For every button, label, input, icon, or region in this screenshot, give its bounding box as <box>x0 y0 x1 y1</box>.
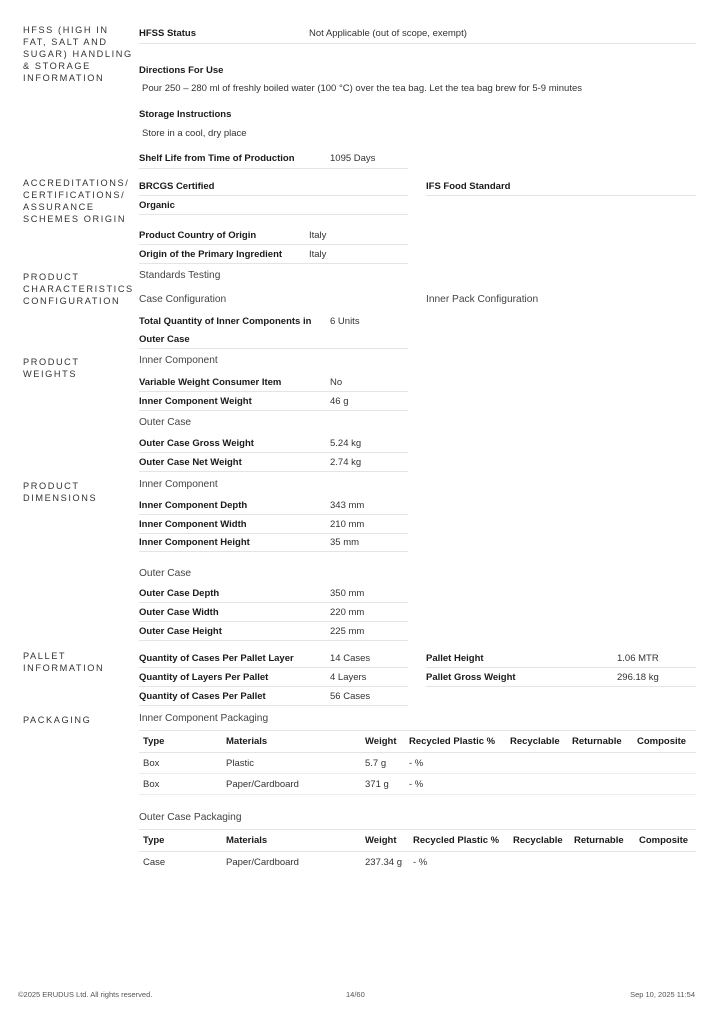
total-inner-value: 6 Units <box>330 316 360 327</box>
dimensions-outer-case: Outer Case <box>139 568 192 579</box>
outer-net-weight-label: Outer Case Net Weight <box>139 457 242 468</box>
primary-origin-label: Origin of the Primary Ingredient <box>139 249 283 260</box>
table-row <box>139 753 696 774</box>
inner-pack-configuration: Inner Pack Configuration <box>426 294 539 305</box>
directions-label: Directions For Use <box>139 65 224 76</box>
divider <box>139 452 408 453</box>
divider <box>139 168 408 169</box>
hfss-status-value: Not Applicable (out of scope, exempt) <box>309 28 467 39</box>
outer-width-label: Outer Case Width <box>139 607 219 618</box>
inner-depth-label: Inner Component Depth <box>139 500 248 511</box>
col-header-returnable: Returnable <box>570 830 635 852</box>
cell-type: Box <box>139 753 222 774</box>
inner-packaging-table <box>139 730 696 795</box>
divider <box>139 640 408 641</box>
variable-weight-label: Variable Weight Consumer Item <box>139 377 282 388</box>
inner-weight-value: 46 g <box>330 396 349 407</box>
directions-value: Pour 250 – 280 ml of freshly boiled water (100 °C) over the tea bag. Let the tea bag brew for 5-9 minutes <box>142 83 582 94</box>
divider <box>139 686 408 687</box>
table-row <box>139 852 696 873</box>
outer-gross-weight-label: Outer Case Gross Weight <box>139 438 254 449</box>
cases-per-pallet-label: Quantity of Cases Per Pallet <box>139 691 266 702</box>
section-title-weights: PRODUCT WEIGHTS <box>23 357 80 379</box>
table-header-row <box>139 830 696 852</box>
cell-composite <box>633 753 696 774</box>
col-header-weight: Weight <box>361 731 405 753</box>
col-header-recycled-plastic: Recycled Plastic % <box>409 830 509 852</box>
col-header-composite: Composite <box>633 731 696 753</box>
cell-recycled-plastic: - % <box>405 774 506 795</box>
organic: Organic <box>139 200 175 211</box>
section-title-packaging: PACKAGING <box>23 715 92 725</box>
cell-recycled-plastic: - % <box>413 856 428 868</box>
weights-outer-case: Outer Case <box>139 417 192 428</box>
col-header-recyclable: Recyclable <box>509 830 570 852</box>
cell-composite <box>633 774 696 795</box>
divider <box>139 391 408 392</box>
divider <box>139 410 408 411</box>
storage-value: Store in a cool, dry place <box>142 128 247 139</box>
cell-returnable <box>570 852 635 873</box>
col-header-recycled-plastic: Recycled Plastic % <box>405 731 506 753</box>
cell-composite <box>635 852 696 873</box>
pallet-height-value: 1.06 MTR <box>617 653 659 664</box>
divider <box>426 667 696 668</box>
footer-page-number: 14/60 <box>346 990 365 999</box>
storage-label: Storage Instructions <box>139 109 232 120</box>
outer-packaging-title: Outer Case Packaging <box>139 812 242 823</box>
divider <box>139 705 408 706</box>
outer-width-value: 220 mm <box>330 607 365 618</box>
divider <box>139 244 408 245</box>
cases-per-pallet-value: 56 Cases <box>330 691 371 702</box>
cell-weight: 5.7 g <box>361 753 405 774</box>
pallet-gross-weight-value: 296.18 kg <box>617 672 659 683</box>
col-header-composite: Composite <box>635 830 696 852</box>
layers-per-pallet-label: Quantity of Layers Per Pallet <box>139 672 269 683</box>
cell-recyclable <box>506 753 568 774</box>
cell-weight: 371 g <box>361 774 405 795</box>
divider <box>139 533 408 534</box>
ifs-food-standard: IFS Food Standard <box>426 181 511 192</box>
divider <box>139 621 408 622</box>
cases-per-layer-value: 14 Cases <box>330 653 371 664</box>
inner-height-value: 35 mm <box>330 537 360 548</box>
divider <box>139 348 408 349</box>
inner-height-label: Inner Component Height <box>139 537 250 548</box>
pallet-height-label: Pallet Height <box>426 653 484 664</box>
col-header-materials: Materials <box>222 830 361 852</box>
outer-height-value: 225 mm <box>330 626 365 637</box>
section-title-hfss: HFSS (HIGH IN FAT, SALT AND SUGAR) HANDLING & STORAGE INFORMATION <box>23 25 133 83</box>
table-row <box>139 774 696 795</box>
dimensions-inner-component: Inner Component <box>139 479 218 490</box>
divider <box>139 514 408 515</box>
table-header-row <box>139 731 696 753</box>
shelf-life-value: 1095 Days <box>330 153 376 164</box>
cell-recycled-plastic: - % <box>405 753 506 774</box>
country-origin-label: Product Country of Origin <box>139 230 257 241</box>
divider <box>139 195 408 196</box>
layers-per-pallet-value: 4 Layers <box>330 672 367 683</box>
brcgs-certified: BRCGS Certified <box>139 181 215 192</box>
outer-depth-label: Outer Case Depth <box>139 588 220 599</box>
col-header-materials: Materials <box>222 731 361 753</box>
shelf-life-label: Shelf Life from Time of Production <box>139 153 295 164</box>
outer-packaging-table <box>139 829 696 873</box>
country-origin-value: Italy <box>309 230 327 241</box>
section-title-characteristics: PRODUCT CHARACTERISTICS CONFIGURATION <box>23 272 134 306</box>
pallet-gross-weight-label: Pallet Gross Weight <box>426 672 516 683</box>
cell-materials: Paper/Cardboard <box>222 774 361 795</box>
cell-recyclable <box>509 852 570 873</box>
inner-depth-value: 343 mm <box>330 500 365 511</box>
col-header-type: Type <box>139 830 222 852</box>
outer-depth-value: 350 mm <box>330 588 365 599</box>
footer-copyright: ©2025 ERUDUS Ltd. All rights reserved. <box>18 990 153 999</box>
col-header-weight: Weight <box>361 830 409 852</box>
outer-height-label: Outer Case Height <box>139 626 222 637</box>
variable-weight-value: No <box>330 377 343 388</box>
inner-packaging-title: Inner Component Packaging <box>139 713 269 724</box>
col-header-recyclable: Recyclable <box>506 731 568 753</box>
divider <box>139 667 408 668</box>
cell-returnable <box>568 774 633 795</box>
divider <box>139 471 408 472</box>
cell-weight: 237.34 g <box>365 856 402 868</box>
section-title-pallet: PALLET INFORMATION <box>23 651 105 673</box>
cell-materials: Plastic <box>222 753 361 774</box>
divider <box>139 263 408 264</box>
total-inner-label-line1: Total Quantity of Inner Components in <box>139 316 312 327</box>
primary-origin-value: Italy <box>309 249 327 260</box>
divider <box>139 43 696 44</box>
col-header-returnable: Returnable <box>568 731 633 753</box>
cell-type: Box <box>139 774 222 795</box>
section-title-dimensions: PRODUCT DIMENSIONS <box>23 481 98 503</box>
divider <box>426 195 696 196</box>
divider <box>139 551 408 552</box>
case-configuration: Case Configuration <box>139 294 227 305</box>
col-header-type: Type <box>139 731 222 753</box>
section-title-accreditations: ACCREDITATIONS/ CERTIFICATIONS/ ASSURANCE SCHEMES ORIGIN <box>23 178 130 224</box>
divider <box>426 686 696 687</box>
outer-gross-weight-value: 5.24 kg <box>330 438 362 449</box>
weights-inner-component: Inner Component <box>139 355 218 366</box>
total-inner-label-line2: Outer Case <box>139 334 190 345</box>
divider <box>139 214 408 215</box>
cell-materials: Paper/Cardboard <box>226 856 299 868</box>
cell-recyclable <box>506 774 568 795</box>
cases-per-layer-label: Quantity of Cases Per Pallet Layer <box>139 653 294 664</box>
standards-testing: Standards Testing <box>139 270 221 281</box>
cell-type: Case <box>143 856 166 868</box>
inner-width-label: Inner Component Width <box>139 519 247 530</box>
cell-returnable <box>568 753 633 774</box>
footer-date: Sep 10, 2025 11:54 <box>630 990 695 999</box>
divider <box>139 602 408 603</box>
inner-width-value: 210 mm <box>330 519 365 530</box>
inner-weight-label: Inner Component Weight <box>139 396 252 407</box>
outer-net-weight-value: 2.74 kg <box>330 457 362 468</box>
hfss-status-label: HFSS Status <box>139 28 197 39</box>
